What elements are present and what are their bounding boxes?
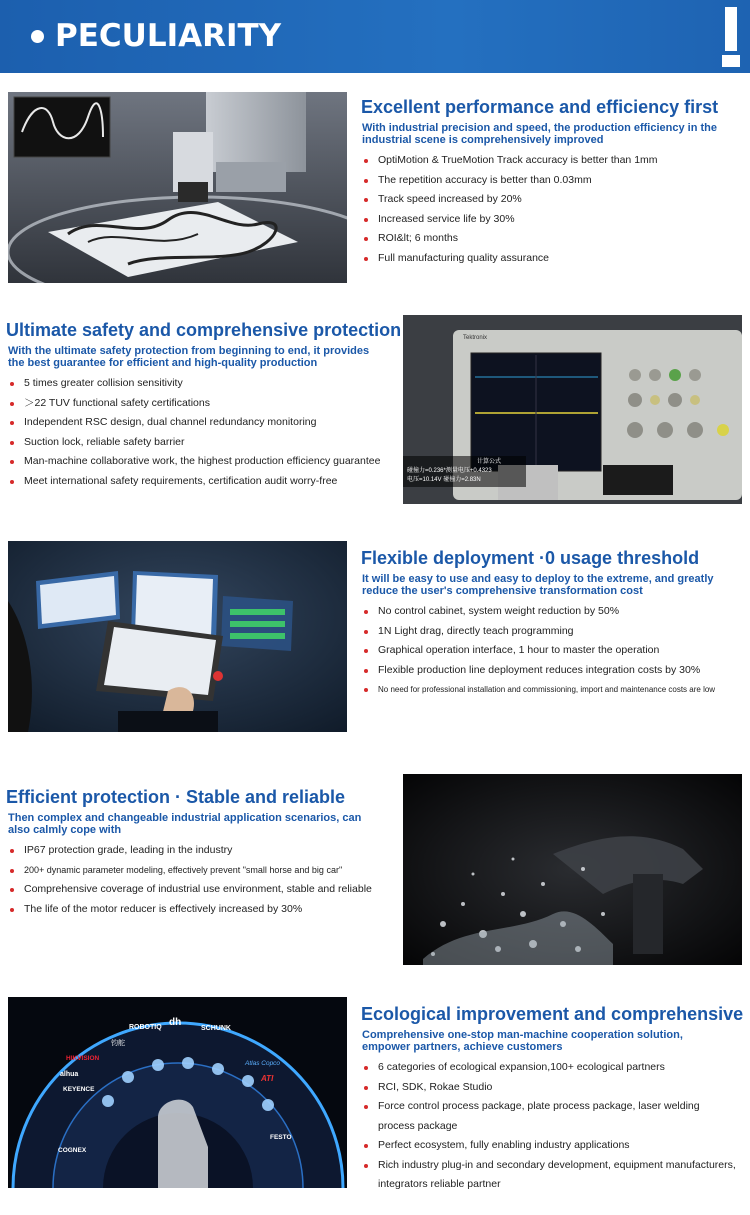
section-heading-protection: Efficient protection · Stable and reliable <box>6 787 346 807</box>
feature-list-deployment <box>362 602 715 700</box>
section-subtitle-ecology: Comprehensive one-stop man-machine cooperation solution, empower partners, achieve customers <box>362 1029 683 1053</box>
section-heading-safety: Ultimate safety and comprehensive protection <box>6 320 402 340</box>
list-item: The repetition accuracy is better than 0.03mm <box>362 171 658 191</box>
list-item: ROI&lt; 6 months <box>362 229 658 249</box>
section-subtitle-safety: With the ultimate safety protection from beginning to end, it provides the best guarantee for efficient and high-quality production <box>8 345 370 369</box>
list-item: No need for professional installation and commissioning, import and maintenance costs are low <box>362 680 715 700</box>
list-item: Increased service life by 30% <box>362 210 658 230</box>
feature-list-ecology <box>362 1058 738 1195</box>
header-banner <box>0 0 750 73</box>
list-item: RCI, SDK, Rokae Studio <box>362 1078 738 1098</box>
water-splash-photo <box>403 774 742 965</box>
partner-logo-cognex: COGNEX <box>58 1147 87 1154</box>
list-item: Man-machine collaborative work, the highest production efficiency guarantee <box>8 452 380 472</box>
list-item: The life of the motor reducer is effectively increased by 30% <box>8 900 372 920</box>
section-heading-ecology: Ecological improvement and comprehensive <box>361 1004 744 1024</box>
formula-caption: 计算公式 碰撞力=0.236*测量电压+0.4323 电压=10.14V 碰撞力=2.83N <box>403 456 526 487</box>
list-item: 5 times greater collision sensitivity <box>8 374 380 394</box>
list-item: 1N Light drag, directly teach programming <box>362 622 715 642</box>
list-item: Force control process package, plate process package, laser welding process package <box>362 1097 738 1136</box>
partner-logo-hikvision: HIKVISION <box>66 1055 100 1062</box>
feature-list-performance <box>362 151 658 268</box>
feature-list-protection <box>8 841 372 919</box>
page-title: PECULIARITY <box>55 18 282 54</box>
list-item: Flexible production line deployment reduces integration costs by 30% <box>362 661 715 681</box>
section-subtitle-deployment: It will be easy to use and easy to deploy to the extreme, and greatly reduce the user's comprehensive transformation cost <box>362 573 714 597</box>
section-subtitle-protection: Then complex and changeable industrial application scenarios, can also calmly cope with <box>8 812 362 836</box>
partner-logo-dh: dh <box>169 1017 182 1028</box>
partner-logo-alhua: alhua <box>60 1071 79 1078</box>
partner-logo-ati: ATI <box>261 1074 274 1083</box>
oscilloscope-photo <box>403 315 742 504</box>
section-heading-performance: Excellent performance and efficiency first <box>361 97 719 117</box>
exclamation-icon <box>722 7 740 67</box>
list-item: No control cabinet, system weight reduction by 50% <box>362 602 715 622</box>
section-heading-deployment: Flexible deployment ·0 usage threshold <box>361 548 700 568</box>
list-item: ＞22 TUV functional safety certifications <box>8 394 380 414</box>
partner-logo-festo: FESTO <box>270 1134 292 1141</box>
section-subtitle-performance: With industrial precision and speed, the production efficiency in the industrial scene is comprehensively improved <box>362 122 717 146</box>
tablet-interface-photo <box>8 541 347 732</box>
list-item: Meet international safety requirements, certification audit worry-free <box>8 472 380 492</box>
list-item: Perfect ecosystem, fully enabling industry applications <box>362 1136 738 1156</box>
list-item: Suction lock, reliable safety barrier <box>8 433 380 453</box>
ecosystem-partners-photo <box>8 997 347 1188</box>
list-item: IP67 protection grade, leading in the industry <box>8 841 372 861</box>
partner-logo-robotiq: ROBOTIQ <box>129 1024 162 1031</box>
list-item: Full manufacturing quality assurance <box>362 249 658 269</box>
list-item: 200+ dynamic parameter modeling, effectively prevent "small horse and big car" <box>8 861 372 881</box>
list-item: Comprehensive coverage of industrial use environment, stable and reliable <box>8 880 372 900</box>
partner-logo-schunk: SCHUNK <box>201 1025 231 1032</box>
list-item: 6 categories of ecological expansion,100+ ecological partners <box>362 1058 738 1078</box>
list-item: OptiMotion & TrueMotion Track accuracy is better than 1mm <box>362 151 658 171</box>
list-item: Graphical operation interface, 1 hour to master the operation <box>362 641 715 661</box>
bullet-dot-icon <box>31 30 44 43</box>
feature-list-safety <box>8 374 380 491</box>
list-item: Independent RSC design, dual channel redundancy monitoring <box>8 413 380 433</box>
partner-logo-jodell: 钧舵 <box>111 1040 125 1047</box>
partner-logo-atlascopco: Atlas Copco <box>245 1060 281 1067</box>
list-item: Track speed increased by 20% <box>362 190 658 210</box>
partner-logo-keyence: KEYENCE <box>63 1086 95 1093</box>
robot-track-photo <box>8 92 347 283</box>
list-item: Rich industry plug-in and secondary development, equipment manufacturers, integrators reliable partner <box>362 1156 738 1195</box>
oscilloscope-brand: Tektronix <box>463 335 488 341</box>
